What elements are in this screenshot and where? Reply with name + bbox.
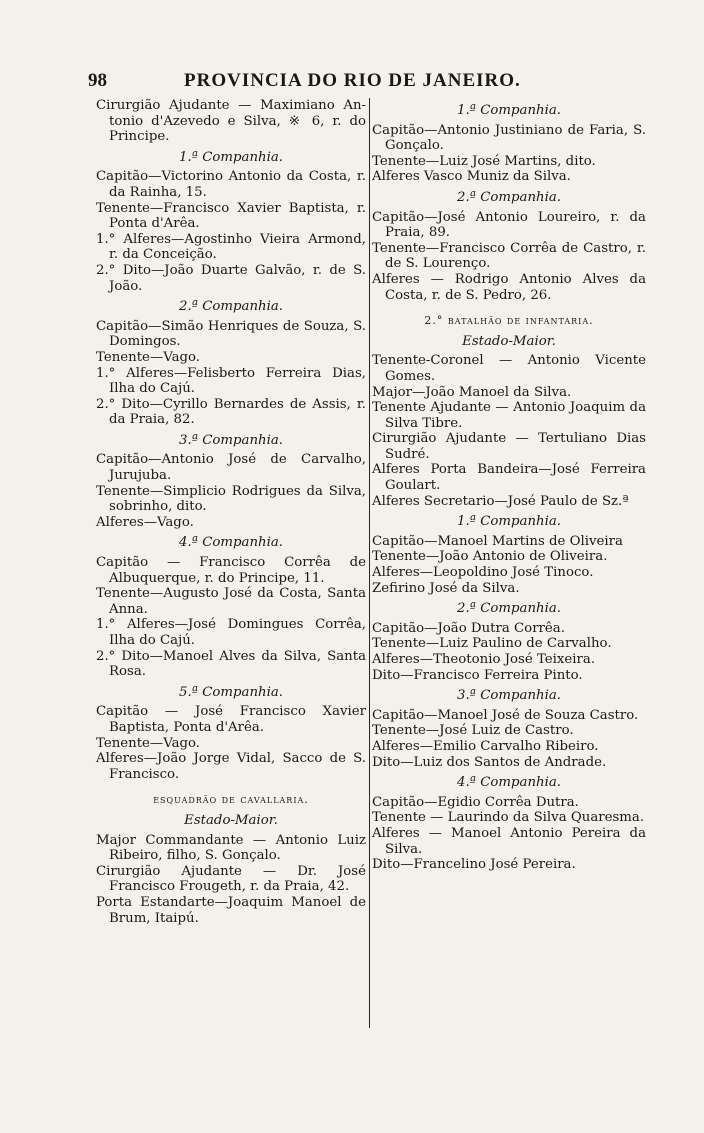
unit-heading: esquadrão de cavallaria. xyxy=(153,793,309,807)
section-heading: 3.ª Companhia. xyxy=(457,688,561,704)
section-heading: Estado-Maior. xyxy=(184,812,278,828)
roster-entry: Cirurgião Ajudante — Tertuliano Dias Sudré. xyxy=(372,431,646,462)
roster-entry: Alferes—Vago. xyxy=(96,514,194,530)
roster-entry: Tenente Ajudante — Antonio Joaquim da Silva Tibre. xyxy=(372,400,646,431)
roster-entry: Tenente—Luiz José Martins, dito. xyxy=(372,153,596,169)
roster-entry: 1.° Alferes—Agostinho Vieira Armond, r. da Conceição. xyxy=(96,231,366,263)
roster-entry: Capitão — José Francisco Xavier Baptista, Ponta d'Arêa. xyxy=(96,704,366,735)
roster-entry: Tenente—Augusto José da Costa, Santa Anna. xyxy=(96,586,366,617)
section-heading: 4.ª Companhia. xyxy=(457,775,561,791)
roster-entry: Alferes Secretario—José Paulo de Sz.ª xyxy=(372,493,629,509)
section-heading: 1.ª Companhia. xyxy=(179,149,283,165)
roster-entry: Major Commandante — Antonio Luiz Ribeiro, filho, S. Gonçalo. xyxy=(96,832,366,864)
roster-entry: 1.° Alferes—José Domingues Corrêa, Ilha do Cajú. xyxy=(96,617,366,648)
page-number: 98 xyxy=(88,70,107,91)
roster-entry: Alferes Vasco Muniz da Silva. xyxy=(372,169,571,185)
roster-entry: Capitão—Victorino Antonio da Costa, r. da Rainha, 15. xyxy=(96,169,366,200)
roster-entry: Dito—Francisco Ferreira Pinto. xyxy=(372,667,583,683)
section-heading: Estado-Maior. xyxy=(462,333,556,349)
section-heading: 2.ª Companhia. xyxy=(457,601,561,617)
roster-entry: 1.° Alferes—Felisberto Ferreira Dias, Ilha do Cajú. xyxy=(96,365,366,397)
roster-entry: Alferes — Manoel Antonio Pereira da Silva. xyxy=(372,825,646,857)
roster-entry: Capitão — Francisco Corrêa de Albuquerque, r. do Principe, 11. xyxy=(96,555,366,586)
roster-entry: 2.° Dito—Cyrillo Bernardes de Assis, r. da Praia, 82. xyxy=(96,396,366,428)
roster-entry: Major—João Manoel da Silva. xyxy=(372,384,572,400)
page-header xyxy=(88,70,688,94)
page-title: PROVINCIA DO RIO DE JANEIRO. xyxy=(184,70,521,91)
roster-entry: Alferes Porta Bandeira—José Ferreira Goulart. xyxy=(372,462,646,494)
roster-entry: Alferes—Leopoldino José Tinoco. xyxy=(372,565,594,581)
roster-entry: 2.° Dito—Manoel Alves da Silva, Santa Rosa. xyxy=(96,648,366,680)
section-heading: 1.ª Companhia. xyxy=(457,103,561,118)
roster-entry: Dito—Francelino José Pereira. xyxy=(372,857,576,873)
roster-entry: 2.° Dito—João Duarte Galvão, r. de S. João. xyxy=(96,262,366,294)
roster-entry: Tenente—José Luiz de Castro. xyxy=(372,723,574,739)
section-heading: 1.ª Companhia. xyxy=(457,514,561,530)
section-heading: 2.ª Companhia. xyxy=(457,189,561,205)
roster-entry: Tenente—Francisco Xavier Baptista, r. Ponta d'Arêa. xyxy=(96,200,366,232)
unit-heading: 2.° batalhão de infantaria. xyxy=(424,314,594,328)
column-divider xyxy=(369,98,370,1028)
section-heading: 3.ª Companhia. xyxy=(179,432,283,448)
section-heading: 5.ª Companhia. xyxy=(179,684,283,700)
roster-entry: Capitão—Manoel Martins de Oliveira xyxy=(372,533,623,549)
roster-entry: Tenente—Vago. xyxy=(96,349,201,365)
left-column xyxy=(96,98,366,926)
roster-entry: Dito—Luiz dos Santos de Andrade. xyxy=(372,754,607,770)
roster-entry: Capitão—Manoel José de Souza Castro. xyxy=(372,707,639,723)
roster-entry: Cirurgião Ajudante — Dr. José Francisco Frougeth, r. da Praia, 42. xyxy=(96,863,366,895)
roster-entry: Alferes—Theotonio José Teixeira. xyxy=(372,652,596,667)
roster-entry: Capitão—Antonio José de Carvalho, Jurujuba. xyxy=(96,452,366,484)
roster-entry: Cirurgião Ajudante — Maximiano An-tonio d'Azevedo e Silva, ※ 6, r. do Principe. xyxy=(96,98,366,145)
roster-entry: Tenente—Simplicio Rodrigues da Silva, sobrinho, dito. xyxy=(96,483,366,515)
roster-entry: Capitão—João Dutra Corrêa. xyxy=(372,620,565,636)
roster-entry: Capitão—José Antonio Loureiro, r. da Praia, 89. xyxy=(372,209,646,241)
roster-entry: Tenente—João Antonio de Oliveira. xyxy=(372,549,608,565)
roster-entry: Tenente—Luiz Paulino de Carvalho. xyxy=(372,636,612,652)
roster-entry: Tenente—Francisco Corrêa de Castro, r. de S. Lourenço. xyxy=(372,240,646,272)
roster-entry: Capitão—Antonio Justiniano de Faria, S. Gonçalo. xyxy=(372,122,646,154)
roster-entry: Alferes — Rodrigo Antonio Alves da Costa, r. de S. Pedro, 26. xyxy=(372,271,646,303)
roster-entry: Tenente-Coronel — Antonio Vicente Gomes. xyxy=(372,353,646,384)
section-heading: 4.ª Companhia. xyxy=(179,535,283,551)
roster-entry: Alferes—Emilio Carvalho Ribeiro. xyxy=(372,738,599,754)
roster-entry: Alferes—João Jorge Vidal, Sacco de S. Francisco. xyxy=(96,751,366,782)
roster-entry: Zefirino José da Silva. xyxy=(372,580,520,596)
roster-entry: Tenente — Laurindo da Silva Quaresma. xyxy=(372,810,645,826)
roster-entry: Capitão—Egidio Corrêa Dutra. xyxy=(372,794,579,810)
roster-entry: Tenente—Vago. xyxy=(96,735,201,751)
section-heading: 2.ª Companhia. xyxy=(179,299,283,315)
roster-entry: Porta Estandarte—Joaquim Manoel de Brum, Itaipú. xyxy=(96,894,366,926)
right-column xyxy=(372,98,646,873)
roster-entry: Capitão—Simão Henriques de Souza, S. Domingos. xyxy=(96,318,366,350)
